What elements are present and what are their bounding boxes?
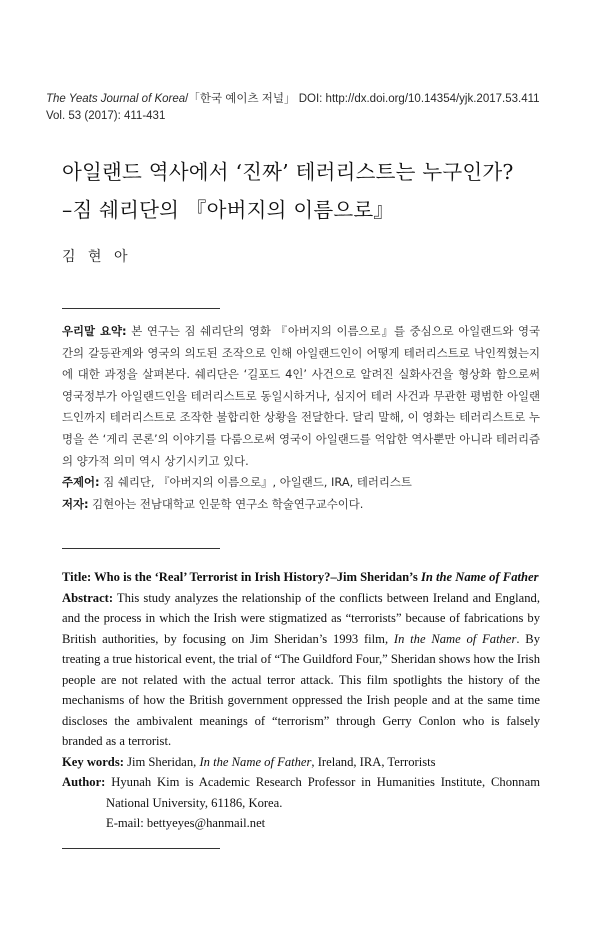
abstract-label: Abstract: [62,590,114,605]
author-text: Hyunah Kim is Academic Research Professor in Humanities Institute, Chonnam National University, 61186, Korea. [105,775,540,810]
journal-citation-line [46,91,566,108]
doi-link[interactable]: DOI: http://dx.doi.org/10.14354/yjk.2017.53.411 [295,93,540,105]
author-name: 김 현 아 [62,249,132,265]
korean-author-text: 김현아는 전남대학교 인문학 연구소 학술연구교수이다. [88,496,364,511]
divider [62,548,220,549]
keywords-film-title: In the Name of Father [199,754,312,769]
journal-header [46,91,566,125]
korean-keywords-label: 주제어: [62,475,100,490]
korean-abstract [62,321,540,515]
english-title [62,567,540,588]
korean-summary [62,321,540,472]
english-abstract [62,567,540,834]
korean-keywords-text: 짐 쉐리단, 『아버지의 이름으로』, 아일랜드, IRA, 테러리스트 [99,475,412,490]
english-title-film: In the Name of Father [420,570,539,584]
article-title [62,153,562,229]
abstract-text-1: This study analyzes the relationship of the conflicts between Ireland and England, and the process in which the Irish were stigmatized as “terrorists” because of fabrications by British authorities, by focusing on Jim Sheridan’s 1993 film, [62,590,540,646]
author-email[interactable]: E-mail: bettyeyes@hanmail.net [106,816,266,830]
korean-summary-text: 본 연구는 짐 쉐리단의 영화 『아버지의 이름으로』를 중심으로 아일랜드와 영국 간의 갈등관계와 영국의 의도된 조작으로 인해 아일랜드인이 어떻게 테러리스트로 낙인찍혔는지에 대한 과정을 살펴본다. 쉐리단은 ‘길포드 4인’ 사건으로 알려진 실화사건을 형상화 함으로써 영국정부가 아일랜드인을 테러리스트로 동일시하거나, 심지어 테러 사건과 무관한 평범한 아일랜드인까지 테러리스트로 조작한 불합리한 상황을 전달한다. 달리 말해, 이 영화는 테러리스트로 누명을 쓴 ‘게리 콘론’의 이야기를 다룸으로써 영국이 아일랜드를 억압한 역사뿐만 아니라 테러리즘의 양가적 의미 역시 상기시키고 있다. [62,324,540,468]
english-title-label: Title: Who is the ‘Real’ Terrorist in Irish History? [62,570,331,584]
keywords-label: Key words: [62,754,124,769]
divider [62,308,220,309]
title-line-2: –짐 쉐리단의 『아버지의 이름으로』 [62,198,395,222]
journal-name-korean: /「한국 예이츠 저널」 [185,93,296,105]
journal-name-english: The Yeats Journal of Korea [46,93,186,105]
english-title-dash: –Jim Sheridan’s [330,570,421,584]
keywords-text-1: Jim Sheridan, [123,754,200,769]
divider [62,848,220,849]
korean-author-label: 저자: [62,496,89,511]
korean-summary-label: 우리말 요약: [62,324,127,338]
title-line-1: 아일랜드 역사에서 ‘진짜’ 테러리스트는 누구인가? [62,160,514,184]
volume-info: Vol. 53 (2017): 411-431 [46,110,166,122]
abstract-text-2: . By treating a true historical event, the trial of “The Guildford Four,” Sheridan shows how the Irish people are not related with the actual terror attack. This film spotlights the history of the mechanisms of how the British government oppressed the Irish people and at the same time discloses the ambivalent meanings of “terrorism” through Gerry Conlon who is falsely branded as a terrorist. [62,631,540,748]
english-abstract-body [62,588,540,752]
english-author [62,772,540,813]
korean-keywords [62,472,540,494]
korean-author [62,494,540,516]
english-keywords [62,752,540,773]
keywords-text-2: , Ireland, IRA, Terrorists [311,754,436,769]
abstract-film-title: In the Name of Father [393,631,517,646]
author-label: Author: [62,775,106,789]
